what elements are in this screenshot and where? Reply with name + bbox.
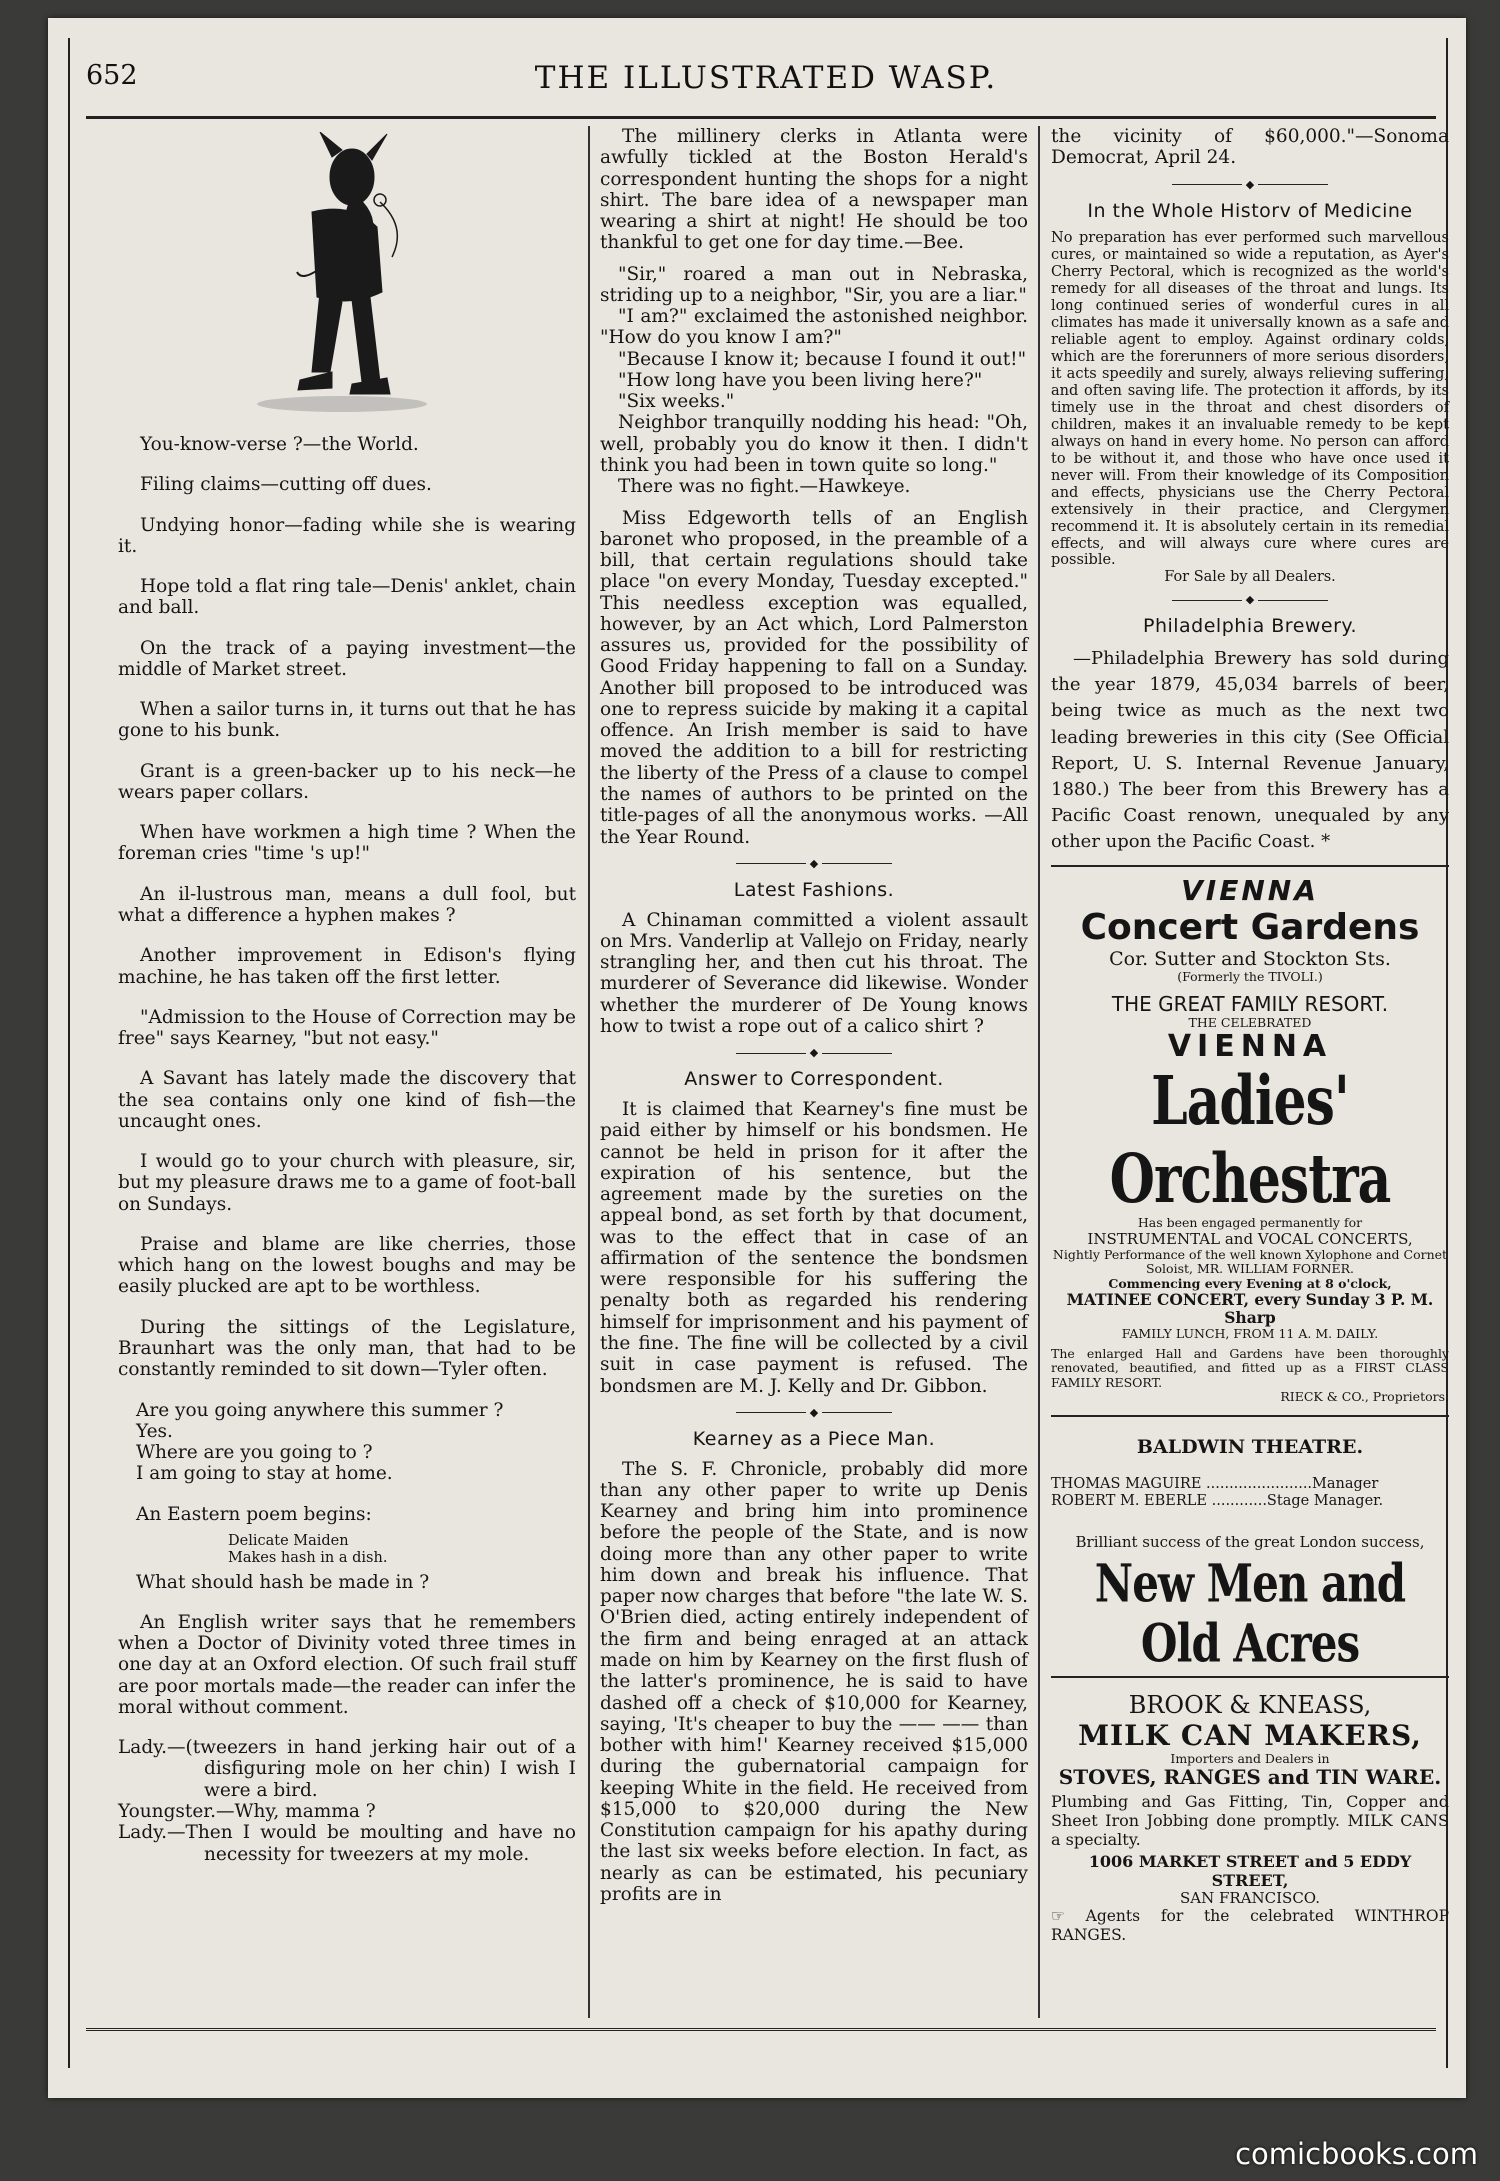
section-heading: Philadelphia Brewery.	[1142, 615, 1358, 638]
joke: A Savant has lately made the discovery that the sea contains only one kind of fish—the uncaught ones.	[118, 1068, 576, 1132]
medicine-sale-line: For Sale by all Dealers.	[1164, 569, 1336, 586]
nebraska-line: "Six weeks."	[618, 391, 735, 413]
ad-line: Cor. Sutter and Stockton Sts.	[1109, 947, 1391, 970]
fashions-paragraph: A Chinaman committed a violent assault on Mrs. Vanderlip at Vallejo on Friday, nearly strangling her, and then cut his throat. The murderer of Severance did likewise. Wonder whether the murderer of De Young knows how to twist a rope out of a calico shirt ?	[600, 909, 1028, 1037]
nebraska-line: "How long have you been living here?"	[618, 369, 983, 391]
joke: Praise and blame are like cherries, those which hang on the lowest boughs and may be easily plucked are apt to be worthless.	[118, 1233, 576, 1298]
ad-line: Commencing every Evening at 8 o'clock,	[1108, 1275, 1392, 1291]
medicine-ad-text: No preparation has ever performed such marvellous cures, or maintained so wide a reputation, as Ayer's Cherry Pectoral, which is recognized as the world's remedy for all diseases of the throat and lungs. Its long continued series of wonderful cures in all climates has made it universally known as a safe and reliable agent to employ. Against ordinary colds, which are the forerunners of more serious disorders, it acts speedily and surely, always relieving suffering, and often saving life. The protection it affords, by its timely use in the throat and chest disorders of children, makes it an invaluable remedy to be kept always on hand in every home. No person can afford to be without it, and those who have once used it never will. From their knowledge of its Composition and effects, physicians use the Cherry Pectoral extensively in their practice, and Clergymen recommend it. It is absolutely certain in its remedial effects, and will always cure where cures are possible.	[1051, 230, 1449, 569]
ad-line: VIENNA	[1167, 1029, 1333, 1065]
poem	[228, 1533, 576, 1568]
ornament-divider: ◆	[1051, 594, 1449, 606]
column-1	[118, 126, 576, 1865]
ad-line: Plumbing and Gas Fitting, Tin, Copper and Sheet Iron Jobbing done promptly. MILK CANS a specialty.	[1051, 1792, 1449, 1849]
brewery-text: —Philadelphia Brewery has sold during the year 1879, 45,034 barrels of beer, being twice as much as the next two leading breweries in this city (See Official Report, U. S. Internal Revenue January, 1880.) The beer from this Brewery has a Pacific Coast renown, unequaled by any other upon the Pacific Coast.	[1051, 648, 1449, 852]
kearney-paragraph: The S. F. Chronicle, probably did more than any other paper to write up Denis Kearney and bring him into prominence before the people of the State, and is now doing more than any other paper to write him down and break his influence. That paper now charges that before "the late W. S. O'Brien died, acting entirely independent of the firm and being enraged at an attack made on him by Kearney on the first flush of the latter's prominence, he is said to have dashed off a check of $10,000 for Kearney, saying, 'It's cheaper to buy the —— —— than bother with him!' Kearney received $15,000 during the gubernatorial campaign for keeping White in the field. He received from $15,000 to $20,000 during the New Constitution campaign for his apathy during the last six weeks before election. In fact, as nearly as can be estimated, his pecuniary profits are in	[600, 1458, 1028, 1905]
brewery-paragraph	[1051, 646, 1449, 855]
summer-line: Where are you going to ?	[136, 1442, 373, 1464]
nebraska-line: "Sir," roared a man out in Nebraska, striding up to a neighbor, "Sir, you are a liar."	[600, 263, 1028, 306]
baldwin-advertisement	[1051, 1415, 1449, 1674]
watermark: comicbooks.com	[1235, 2137, 1478, 2171]
poem-line: Delicate Maiden	[228, 1532, 349, 1549]
ad-line: BROOK & KNEASS,	[1128, 1691, 1372, 1720]
section-heading: In the Whole Historv of Medicine	[1087, 199, 1413, 222]
ad-line: The enlarged Hall and Gardens have been thoroughly renovated, beautified, and fitted up as a FIRST CLASS FAMILY RESORT.	[1051, 1346, 1449, 1390]
ad-line: STOVES, RANGES and TIN WARE.	[1058, 1765, 1442, 1790]
ad-line: FAMILY LUNCH, FROM 11 A. M. DAILY.	[1121, 1325, 1379, 1341]
dialog-line: Lady.—(tweezers in hand jerking hair out of a disfiguring mole on her chin) I wish I were a bird.	[118, 1737, 576, 1801]
ad-line: Importers and Dealers in	[1170, 1750, 1330, 1766]
poem-question: What should hash be made in ?	[136, 1571, 430, 1593]
ad-line: Brilliant success of the great London success,	[1075, 1533, 1425, 1552]
ad-line: INSTRUMENTAL and VOCAL CONCERTS,	[1087, 1229, 1413, 1248]
joke: Filing claims—cutting off dues.	[140, 474, 432, 496]
ad-line	[1051, 1907, 1449, 1943]
joke: During the sittings of the Legislature, Braunhart was the only man, that had to be constantly reminded to sit down—Tyler often.	[118, 1316, 576, 1381]
ad-line: Concert Gardens	[1080, 907, 1420, 949]
donkey-cartoon-illustration	[202, 132, 492, 422]
continuation-text: the vicinity of $60,000."—Sonoma Democrat, April 24.	[1051, 126, 1449, 169]
joke: Undying honor—fading while she is wearing it.	[118, 514, 576, 557]
ad-line: Ladies' Orchestra	[1109, 1061, 1391, 1219]
joke: You-know-verse ?—the World.	[140, 434, 419, 455]
ad-line: THOMAS MAGUIRE .......................Manager	[1051, 1476, 1379, 1493]
ad-line: RIECK & CO., Proprietors.	[1280, 1389, 1449, 1405]
nebraska-line: "I am?" exclaimed the astonished neighbor. "How do you know I am?"	[600, 306, 1028, 349]
nebraska-line: There was no fight.—Hawkeye.	[618, 476, 911, 498]
ad-line: ROBERT M. EBERLE ............Stage Manager.	[1051, 1493, 1384, 1510]
column-rule	[588, 126, 590, 2018]
poem-line: Makes hash in a dish.	[228, 1550, 388, 1567]
ad-line: (Formerly the TIVOLI.)	[1177, 969, 1323, 985]
column-3	[1051, 126, 1449, 1944]
edgeworth-paragraph: Miss Edgeworth tells of an English baronet who proposed, in the preamble of a bill, that certain regulations should take place "on every Monday, Tuesday excepted." This needless exception was equalled, however, by an Act which, Lord Palmerston assures us, provided for the possibility of Good Friday happening to fall on a Sunday. Another bill proposed to be introduced was one to repress suicide by making it a capital offence. An Irish member is said to have moved the addition to a bill for restricting the liberty of the Press of a clause to compel the names of authors to be printed on the title-pages of all the anonymous works. —All the Year Round.	[600, 507, 1028, 848]
ad-line: Has been engaged permanently for	[1137, 1215, 1363, 1231]
vienna-advertisement	[1051, 865, 1449, 1405]
page-header	[86, 60, 1446, 100]
ornament-divider: ◆	[600, 1047, 1028, 1059]
agents-text: Agents for the celebrated WINTHROP RANGES.	[1051, 1907, 1449, 1944]
joke: Another improvement in Edison's flying machine, he has taken off the first letter.	[118, 945, 576, 988]
ad-line: THE GREAT FAMILY RESORT.	[1111, 991, 1389, 1016]
joke: "Admission to the House of Correction may be free" says Kearney, "but not easy."	[118, 1006, 576, 1050]
summer-line: Are you going anywhere this summer ?	[136, 1399, 504, 1421]
answer-paragraph: It is claimed that Kearney's fine must be paid either by himself or his bondsmen. He cannot be held in prison for it after the expiration of his sentence, but the agreement made by the sureties on the appeal bond, as set forth by that document, was to the effect that in case of an affirmation of the sentence the bondsmen were responsible for his suffering the penalty both as regarded his rendering himself for imprisonment and his payment of the fine. The fine will be collected by a civil suit in case payment is refused. The bondsmen are M. J. Kelly and Dr. Gibbon.	[600, 1099, 1028, 1397]
section-heading: Answer to Correspondent.	[684, 1068, 944, 1091]
ad-line: MATINEE CONCERT, every Sunday 3 P. M. Sharp	[1066, 1290, 1434, 1327]
ad-line: BALDWIN THEATRE.	[1136, 1435, 1364, 1458]
joke: An il-lustrous man, means a dull fool, but what a difference a hyphen makes ?	[118, 883, 576, 926]
column-rule	[1038, 126, 1040, 2018]
ad-line: THE CELEBRATED	[1188, 1014, 1312, 1030]
summer-line: Yes.	[136, 1420, 173, 1442]
nebraska-line: "Because I know it; because I found it out!"	[618, 348, 1027, 370]
millinery-paragraph: The millinery clerks in Atlanta were awfully tickled at the Boston Herald's correspondent hunting the shops for a night shirt. The bare idea of a newspaper man wearing a shirt at night! He should be too thankful to get one for day time.—Bee.	[600, 126, 1028, 254]
section-heading: Latest Fashions.	[733, 878, 895, 901]
ad-line: SAN FRANCISCO.	[1179, 1889, 1320, 1908]
ad-line: Nightly Performance of the well known Xylophone and Cornet Soloist, MR. WILLIAM FORNER.	[1052, 1246, 1448, 1277]
page-number: 652	[86, 60, 138, 91]
pointing-hand-icon: ☞	[1051, 1907, 1065, 1926]
bottom-rule	[86, 2028, 1436, 2035]
brook-kneass-advertisement	[1051, 1676, 1449, 1944]
ad-line: MILK CAN MAKERS,	[1078, 1718, 1422, 1752]
header-rule	[86, 116, 1436, 119]
joke: I would go to your church with pleasure, sir, but my pleasure draws me to a game of foot-ball on Sundays.	[118, 1151, 576, 1215]
ornament-divider: ◆	[600, 1407, 1028, 1419]
masthead: THE ILLUSTRATED WASP.	[534, 60, 998, 96]
newspaper-page	[48, 18, 1466, 2098]
ad-line: New Men and Old Acres	[1094, 1552, 1406, 1674]
ad-line: VIENNA	[1181, 873, 1319, 907]
joke: On the track of a paying investment—the middle of Market street.	[118, 637, 576, 680]
ad-line: 1006 MARKET STREET and 5 EDDY STREET,	[1088, 1852, 1412, 1890]
joke: Hope told a flat ring tale—Denis' anklet, chain and ball.	[118, 576, 576, 619]
nebraska-line: Neighbor tranquilly nodding his head: "Oh, well, probably you do know it then. I didn't think you had been in town quite so long."	[600, 412, 1028, 476]
dialog-line: Lady.—Then I would be moulting and have no necessity for tweezers at my mole.	[118, 1822, 576, 1865]
ornament-divider: ◆	[600, 858, 1028, 870]
joke: When a sailor turns in, it turns out that he has gone to his bunk.	[118, 699, 576, 742]
summer-line: I am going to stay at home.	[136, 1463, 393, 1485]
star-mark: *	[1321, 830, 1331, 852]
dialog-line: Youngster.—Why, mamma ?	[118, 1801, 376, 1822]
column-2	[600, 126, 1028, 1915]
oxford-paragraph: An English writer says that he remembers when a Doctor of Divinity voted three times in one day at an Oxford election. Of such frail stuff are poor mortals made—the reader can infer the moral without comment.	[118, 1611, 576, 1718]
ornament-divider: ◆	[1051, 179, 1449, 191]
poem-intro: An Eastern poem begins:	[136, 1503, 372, 1525]
joke: When have workmen a high time ? When the foreman cries "time 's up!"	[118, 822, 576, 865]
joke: Grant is a green-backer up to his neck—he wears paper collars.	[118, 760, 576, 803]
section-heading: Kearney as a Piece Man.	[692, 1427, 936, 1450]
